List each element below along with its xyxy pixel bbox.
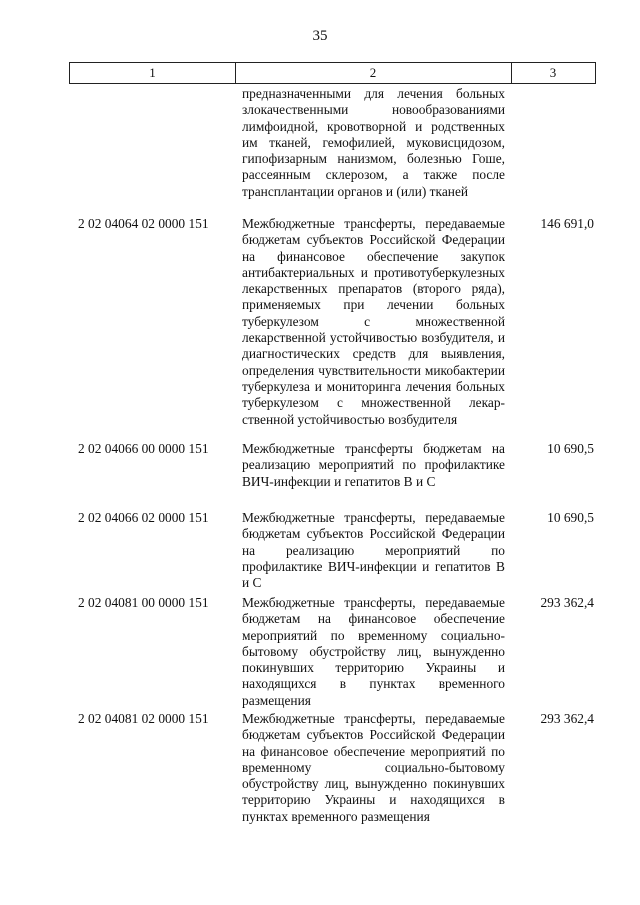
row-description: Межбюджетные трансферты, передаваемые бюджетам субъектов Российской Федерации на финансовое обеспечение закупок антибактериальных и противотуберкулезных лекарственных препаратов (второго ряда), применяемых при лечении больных туберкулезом с множественной лекарственной устойчивостью возбудителя, и диагностических средств для выявления, определения чувствительности микобактерии туберкулеза и мониторинга лечения больных туберкулезом с множественной лекарственной устойчивостью возбудителя [242,216,505,427]
table-header [69,62,596,84]
row-code: 2 02 04066 02 0000 151 [78,510,209,525]
row-description: Межбюджетные трансферты, передаваемые бюджетам субъектов Российской Федерации на реализацию мероприятий по профилактике ВИЧ-инфекции и гепатитов B и C [242,510,505,591]
row-code: 2 02 04064 02 0000 151 [78,216,209,231]
row-code: 2 02 04081 02 0000 151 [78,711,209,726]
header-col-1: 1 [70,63,236,83]
header-col-3: 3 [549,65,557,80]
row-description: предназначенными для лечения больных злокачественными новообразованиями лимфоидной, кровотворной и родственных им тканей, гемофилией, муковисцидозом, гипофизарным нанизмом, болезнью Гоше, рассеянным склерозом, а также после трансплантации органов и (или) тканей [242,86,505,199]
row-amount: 10 690,5 [547,441,594,456]
row-amount: 293 362,4 [540,711,594,726]
header-col-2: 2 [235,63,512,83]
row-code: 2 02 04081 00 0000 151 [78,595,209,610]
row-description: Межбюджетные трансферты бюджетам на реализацию мероприятий по профилактике ВИЧ-инфекции и гепатитов B и C [242,441,505,489]
page-number: 35 [312,28,328,44]
row-code: 2 02 04066 00 0000 151 [78,441,209,456]
row-amount: 10 690,5 [547,510,594,525]
row-description: Межбюджетные трансферты, передаваемые бюджетам субъектов Российской Федерации на финансовое обеспечение мероприятий по временному социально-бытовому обустройству лиц, вынужденно покинувших территорию Украины и находящихся в пунктах временного размещения [242,711,505,824]
row-amount: 293 362,4 [540,595,594,610]
row-amount: 146 691,0 [540,216,594,231]
row-description: Межбюджетные трансферты, передаваемые бюджетам на финансовое обеспечение мероприятий по временному социально-бытовому обустройству лиц, вынужденно покинувших территорию Украины и находящихся в пунктах временного размещения [242,595,505,708]
